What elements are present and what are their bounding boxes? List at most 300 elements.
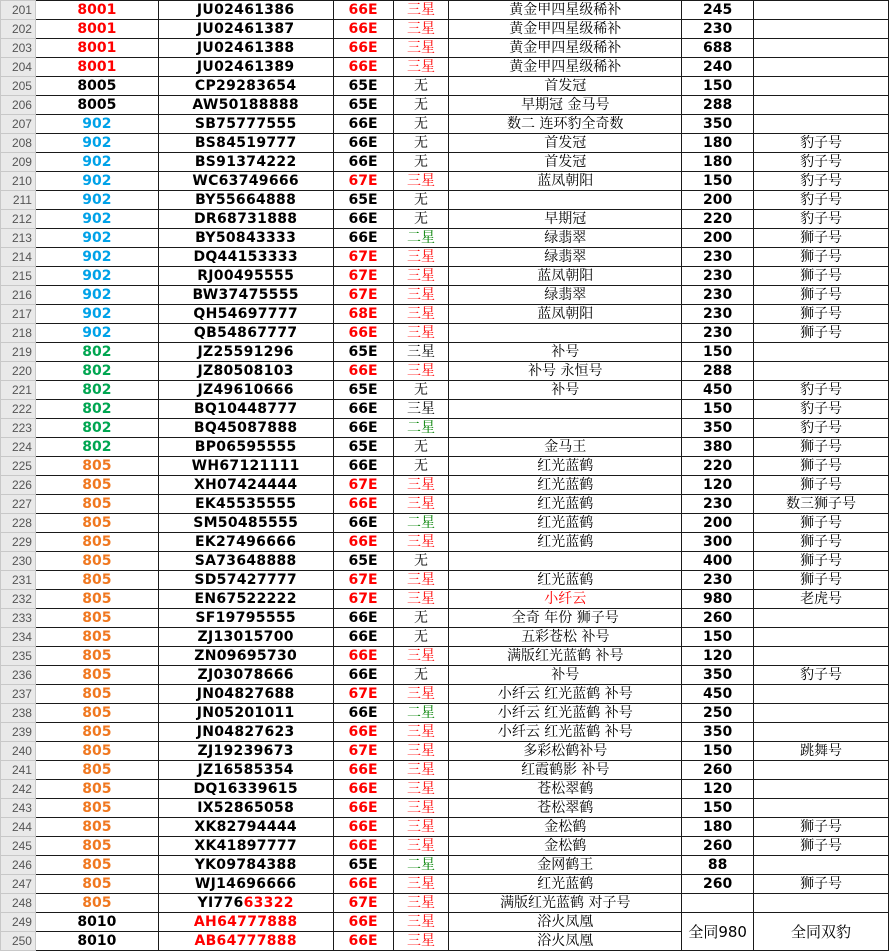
name-cell[interactable]: 黄金甲四星级稀补 [449,1,682,20]
code-cell[interactable]: 805 [35,476,158,495]
star-cell[interactable]: 三星 [393,286,449,305]
code-cell[interactable]: 805 [35,609,158,628]
serial-cell[interactable]: QH54697777 [158,305,333,324]
serial-cell[interactable]: EN67522222 [158,590,333,609]
star-cell[interactable]: 三星 [393,476,449,495]
tag-cell[interactable] [754,799,889,818]
star-cell[interactable]: 三星 [393,343,449,362]
tag-cell[interactable] [754,780,889,799]
name-cell[interactable]: 小纤云 [449,590,682,609]
code-cell[interactable]: 8001 [35,20,158,39]
version-cell[interactable]: 65E [333,96,393,115]
code-cell[interactable]: 8010 [35,913,158,932]
code-cell[interactable]: 902 [35,267,158,286]
price-cell[interactable]: 260 [682,761,754,780]
code-cell[interactable]: 902 [35,305,158,324]
tag-cell[interactable]: 豹子号 [754,191,889,210]
version-cell[interactable]: 66E [333,723,393,742]
name-cell[interactable]: 补号 [449,381,682,400]
price-cell[interactable]: 230 [682,20,754,39]
code-cell[interactable]: 805 [35,514,158,533]
version-cell[interactable]: 66E [333,1,393,20]
tag-cell[interactable]: 狮子号 [754,267,889,286]
serial-cell[interactable]: SB75777555 [158,115,333,134]
name-cell[interactable]: 五彩苍松 补号 [449,628,682,647]
tag-cell[interactable] [754,723,889,742]
tag-cell[interactable]: 豹子号 [754,210,889,229]
name-cell[interactable]: 绿翡翠 [449,229,682,248]
serial-cell[interactable]: SA73648888 [158,552,333,571]
price-cell[interactable]: 350 [682,419,754,438]
star-cell[interactable]: 无 [393,552,449,571]
serial-cell[interactable]: JZ80508103 [158,362,333,381]
name-cell[interactable]: 金马王 [449,438,682,457]
tag-cell[interactable]: 狮子号 [754,438,889,457]
code-cell[interactable]: 805 [35,685,158,704]
code-cell[interactable]: 805 [35,799,158,818]
star-cell[interactable]: 三星 [393,837,449,856]
price-cell[interactable]: 980 [682,590,754,609]
name-cell[interactable]: 黄金甲四星级稀补 [449,39,682,58]
code-cell[interactable]: 8010 [35,932,158,951]
serial-cell[interactable]: AB64777888 [158,932,333,951]
name-cell[interactable]: 满版红光蓝鹤 补号 [449,647,682,666]
version-cell[interactable]: 67E [333,172,393,191]
version-cell[interactable]: 66E [333,514,393,533]
star-cell[interactable]: 三星 [393,761,449,780]
star-cell[interactable]: 二星 [393,704,449,723]
tag-cell[interactable]: 豹子号 [754,134,889,153]
serial-cell[interactable]: EK27496666 [158,533,333,552]
price-cell[interactable]: 400 [682,552,754,571]
price-cell[interactable]: 150 [682,343,754,362]
version-cell[interactable]: 67E [333,267,393,286]
tag-cell[interactable] [754,1,889,20]
code-cell[interactable]: 805 [35,894,158,913]
version-cell[interactable]: 68E [333,305,393,324]
tag-cell[interactable] [754,704,889,723]
name-cell[interactable]: 浴火凤凰 [449,913,682,932]
name-cell[interactable]: 金松鹤 [449,818,682,837]
serial-cell[interactable]: JU02461386 [158,1,333,20]
serial-cell[interactable]: XK82794444 [158,818,333,837]
tag-cell[interactable]: 狮子号 [754,229,889,248]
price-cell[interactable]: 300 [682,533,754,552]
serial-cell[interactable]: WH67121111 [158,457,333,476]
version-cell[interactable]: 66E [333,419,393,438]
name-cell[interactable]: 红光蓝鹤 [449,495,682,514]
name-cell[interactable]: 首发冠 [449,153,682,172]
name-cell[interactable]: 小纤云 红光蓝鹤 补号 [449,704,682,723]
code-cell[interactable]: 805 [35,590,158,609]
serial-cell[interactable]: WJ14696666 [158,875,333,894]
serial-cell[interactable]: BW37475555 [158,286,333,305]
code-cell[interactable]: 802 [35,362,158,381]
version-cell[interactable]: 65E [333,552,393,571]
serial-cell[interactable]: JZ16585354 [158,761,333,780]
tag-cell[interactable] [754,647,889,666]
star-cell[interactable]: 三星 [393,590,449,609]
code-cell[interactable]: 805 [35,723,158,742]
version-cell[interactable]: 67E [333,286,393,305]
code-cell[interactable]: 902 [35,172,158,191]
tag-cell[interactable]: 数三狮子号 [754,495,889,514]
tag-cell[interactable]: 狮子号 [754,552,889,571]
version-cell[interactable]: 67E [333,476,393,495]
star-cell[interactable]: 二星 [393,419,449,438]
code-cell[interactable]: 802 [35,381,158,400]
price-cell[interactable]: 230 [682,286,754,305]
price-cell[interactable]: 220 [682,457,754,476]
code-cell[interactable]: 805 [35,875,158,894]
tag-cell[interactable]: 狮子号 [754,533,889,552]
code-cell[interactable]: 902 [35,248,158,267]
version-cell[interactable]: 66E [333,818,393,837]
version-cell[interactable]: 66E [333,457,393,476]
price-cell[interactable]: 150 [682,799,754,818]
star-cell[interactable]: 三星 [393,39,449,58]
price-cell[interactable]: 230 [682,305,754,324]
version-cell[interactable]: 67E [333,685,393,704]
name-cell[interactable]: 首发冠 [449,77,682,96]
price-cell[interactable]: 350 [682,115,754,134]
code-cell[interactable]: 805 [35,647,158,666]
name-cell[interactable]: 早期冠 金马号 [449,96,682,115]
code-cell[interactable]: 805 [35,780,158,799]
serial-cell[interactable]: ZJ13015700 [158,628,333,647]
star-cell[interactable]: 三星 [393,685,449,704]
code-cell[interactable]: 805 [35,761,158,780]
code-cell[interactable]: 802 [35,419,158,438]
price-cell[interactable]: 150 [682,400,754,419]
star-cell[interactable]: 三星 [393,647,449,666]
price-cell[interactable]: 250 [682,704,754,723]
code-cell[interactable]: 8005 [35,77,158,96]
star-cell[interactable]: 无 [393,438,449,457]
name-cell[interactable] [449,552,682,571]
tag-cell[interactable]: 豹子号 [754,666,889,685]
name-cell[interactable]: 多彩松鹤补号 [449,742,682,761]
code-cell[interactable]: 802 [35,400,158,419]
star-cell[interactable]: 三星 [393,742,449,761]
price-cell[interactable]: 120 [682,647,754,666]
tag-cell[interactable]: 狮子号 [754,286,889,305]
star-cell[interactable]: 三星 [393,818,449,837]
price-cell[interactable]: 230 [682,495,754,514]
serial-cell[interactable]: ZJ03078666 [158,666,333,685]
tag-cell[interactable]: 豹子号 [754,419,889,438]
version-cell[interactable]: 65E [333,191,393,210]
star-cell[interactable]: 二星 [393,514,449,533]
price-cell[interactable]: 350 [682,666,754,685]
serial-cell[interactable]: ZJ19239673 [158,742,333,761]
serial-cell[interactable]: XK41897777 [158,837,333,856]
name-cell[interactable]: 补号 永恒号 [449,362,682,381]
star-cell[interactable]: 三星 [393,362,449,381]
name-cell[interactable]: 黄金甲四星级稀补 [449,58,682,77]
star-cell[interactable]: 三星 [393,172,449,191]
serial-cell[interactable]: JU02461389 [158,58,333,77]
serial-cell[interactable]: EK45535555 [158,495,333,514]
name-cell[interactable]: 苍松翠鹤 [449,799,682,818]
price-cell[interactable]: 450 [682,381,754,400]
serial-cell[interactable] [158,894,333,913]
name-cell[interactable]: 红光蓝鹤 [449,514,682,533]
version-cell[interactable]: 67E [333,742,393,761]
price-cell[interactable]: 120 [682,476,754,495]
serial-cell[interactable]: QB54867777 [158,324,333,343]
version-cell[interactable]: 65E [333,381,393,400]
name-cell[interactable]: 补号 [449,666,682,685]
star-cell[interactable]: 三星 [393,58,449,77]
name-cell[interactable]: 红光蓝鹤 [449,533,682,552]
serial-cell[interactable]: JU02461387 [158,20,333,39]
serial-cell[interactable]: BQ45087888 [158,419,333,438]
star-cell[interactable]: 三星 [393,495,449,514]
version-cell[interactable]: 66E [333,837,393,856]
code-cell[interactable]: 902 [35,286,158,305]
name-cell[interactable]: 红光蓝鹤 [449,476,682,495]
price-cell[interactable]: 245 [682,1,754,20]
version-cell[interactable]: 66E [333,134,393,153]
star-cell[interactable]: 三星 [393,894,449,913]
name-cell[interactable] [449,400,682,419]
code-cell[interactable]: 802 [35,343,158,362]
version-cell[interactable]: 65E [333,438,393,457]
code-cell[interactable]: 8001 [35,39,158,58]
code-cell[interactable]: 902 [35,115,158,134]
version-cell[interactable]: 67E [333,894,393,913]
serial-cell[interactable]: DR68731888 [158,210,333,229]
version-cell[interactable]: 66E [333,495,393,514]
tag-cell[interactable]: 狮子号 [754,875,889,894]
version-cell[interactable]: 67E [333,571,393,590]
star-cell[interactable]: 三星 [393,932,449,951]
code-cell[interactable]: 805 [35,628,158,647]
price-cell[interactable]: 180 [682,153,754,172]
code-cell[interactable]: 805 [35,856,158,875]
serial-cell[interactable]: BY55664888 [158,191,333,210]
price-cell[interactable]: 688 [682,39,754,58]
tag-cell[interactable] [754,856,889,875]
name-cell[interactable] [449,419,682,438]
version-cell[interactable]: 66E [333,210,393,229]
name-cell[interactable]: 蓝凤朝阳 [449,267,682,286]
name-cell[interactable]: 黄金甲四星级稀补 [449,20,682,39]
tag-cell[interactable] [754,628,889,647]
star-cell[interactable]: 三星 [393,1,449,20]
version-cell[interactable]: 66E [333,932,393,951]
serial-cell[interactable]: DQ44153333 [158,248,333,267]
name-cell[interactable]: 红光蓝鹤 [449,571,682,590]
star-cell[interactable]: 无 [393,457,449,476]
tag-cell[interactable] [754,685,889,704]
serial-cell[interactable]: BS91374222 [158,153,333,172]
tag-cell[interactable]: 跳舞号 [754,742,889,761]
serial-cell[interactable]: JN04827623 [158,723,333,742]
version-cell[interactable]: 66E [333,628,393,647]
name-cell[interactable]: 红霞鹤影 补号 [449,761,682,780]
code-cell[interactable]: 802 [35,438,158,457]
star-cell[interactable]: 三星 [393,799,449,818]
serial-cell[interactable]: JN04827688 [158,685,333,704]
star-cell[interactable]: 三星 [393,723,449,742]
tag-cell[interactable] [754,96,889,115]
code-cell[interactable]: 805 [35,666,158,685]
code-cell[interactable]: 902 [35,191,158,210]
serial-cell[interactable]: XH07424444 [158,476,333,495]
price-cell[interactable]: 260 [682,609,754,628]
code-cell[interactable]: 902 [35,229,158,248]
price-cell[interactable]: 200 [682,191,754,210]
code-cell[interactable]: 902 [35,324,158,343]
tag-cell[interactable]: 豹子号 [754,400,889,419]
star-cell[interactable]: 三星 [393,248,449,267]
name-cell[interactable] [449,191,682,210]
code-cell[interactable]: 8001 [35,1,158,20]
code-cell[interactable]: 8005 [35,96,158,115]
price-cell[interactable]: 230 [682,324,754,343]
price-cell[interactable]: 150 [682,77,754,96]
star-cell[interactable]: 无 [393,609,449,628]
price-cell[interactable]: 230 [682,571,754,590]
price-cell[interactable]: 120 [682,780,754,799]
tag-cell[interactable] [754,20,889,39]
name-cell[interactable]: 金松鹤 [449,837,682,856]
version-cell[interactable]: 66E [333,39,393,58]
version-cell[interactable]: 66E [333,533,393,552]
price-cell[interactable]: 288 [682,96,754,115]
tag-cell[interactable] [754,58,889,77]
price-cell[interactable]: 220 [682,210,754,229]
serial-cell[interactable]: CP29283654 [158,77,333,96]
name-cell[interactable]: 数二 连环豹全奇数 [449,115,682,134]
code-cell[interactable]: 805 [35,533,158,552]
tag-cell[interactable]: 狮子号 [754,476,889,495]
price-cell[interactable]: 230 [682,267,754,286]
name-cell[interactable]: 金网鹤王 [449,856,682,875]
price-cell[interactable]: 260 [682,875,754,894]
code-cell[interactable]: 805 [35,742,158,761]
tag-cell[interactable] [754,362,889,381]
code-cell[interactable]: 805 [35,457,158,476]
serial-cell[interactable]: BY50843333 [158,229,333,248]
code-cell[interactable]: 805 [35,495,158,514]
serial-cell[interactable]: RJ00495555 [158,267,333,286]
price-cell[interactable]: 230 [682,248,754,267]
serial-cell[interactable]: IX52865058 [158,799,333,818]
price-cell[interactable]: 88 [682,856,754,875]
star-cell[interactable]: 无 [393,666,449,685]
serial-cell[interactable]: WC63749666 [158,172,333,191]
version-cell[interactable]: 65E [333,856,393,875]
version-cell[interactable]: 66E [333,115,393,134]
version-cell[interactable]: 66E [333,913,393,932]
price-cell[interactable]: 240 [682,58,754,77]
star-cell[interactable]: 无 [393,134,449,153]
star-cell[interactable]: 二星 [393,856,449,875]
name-cell[interactable]: 蓝凤朝阳 [449,305,682,324]
tag-cell[interactable] [754,894,889,913]
price-cell[interactable] [682,894,754,913]
price-cell[interactable]: 200 [682,229,754,248]
code-cell[interactable]: 902 [35,134,158,153]
serial-cell[interactable]: SD57427777 [158,571,333,590]
price-cell[interactable]: 180 [682,134,754,153]
star-cell[interactable]: 三星 [393,875,449,894]
star-cell[interactable]: 三星 [393,400,449,419]
serial-cell[interactable]: ZN09695730 [158,647,333,666]
star-cell[interactable]: 三星 [393,20,449,39]
tag-cell[interactable]: 狮子号 [754,305,889,324]
serial-cell[interactable]: JZ25591296 [158,343,333,362]
star-cell[interactable]: 三星 [393,324,449,343]
price-cell[interactable]: 全同980 [682,913,754,951]
price-cell[interactable]: 380 [682,438,754,457]
name-cell[interactable]: 红光蓝鹤 [449,875,682,894]
star-cell[interactable]: 三星 [393,305,449,324]
name-cell[interactable]: 蓝凤朝阳 [449,172,682,191]
code-cell[interactable]: 805 [35,571,158,590]
version-cell[interactable]: 66E [333,647,393,666]
name-cell[interactable]: 小纤云 红光蓝鹤 补号 [449,685,682,704]
price-cell[interactable]: 150 [682,172,754,191]
version-cell[interactable]: 66E [333,58,393,77]
name-cell[interactable]: 补号 [449,343,682,362]
serial-cell[interactable]: BP06595555 [158,438,333,457]
tag-cell[interactable] [754,115,889,134]
name-cell[interactable]: 绿翡翠 [449,248,682,267]
version-cell[interactable]: 67E [333,590,393,609]
star-cell[interactable]: 无 [393,96,449,115]
price-cell[interactable]: 150 [682,628,754,647]
star-cell[interactable]: 无 [393,191,449,210]
tag-cell[interactable]: 全同双豹 [754,913,889,951]
name-cell[interactable]: 满版红光蓝鹤 对子号 [449,894,682,913]
star-cell[interactable]: 三星 [393,913,449,932]
star-cell[interactable]: 三星 [393,780,449,799]
tag-cell[interactable]: 狮子号 [754,571,889,590]
code-cell[interactable]: 805 [35,837,158,856]
serial-cell[interactable]: DQ16339615 [158,780,333,799]
price-cell[interactable]: 288 [682,362,754,381]
star-cell[interactable]: 无 [393,77,449,96]
tag-cell[interactable]: 豹子号 [754,172,889,191]
version-cell[interactable]: 66E [333,609,393,628]
version-cell[interactable]: 66E [333,875,393,894]
price-cell[interactable]: 150 [682,742,754,761]
version-cell[interactable]: 66E [333,780,393,799]
tag-cell[interactable] [754,39,889,58]
serial-cell[interactable]: SM50485555 [158,514,333,533]
name-cell[interactable]: 苍松翠鹤 [449,780,682,799]
tag-cell[interactable]: 狮子号 [754,248,889,267]
version-cell[interactable]: 67E [333,248,393,267]
code-cell[interactable]: 902 [35,210,158,229]
tag-cell[interactable] [754,761,889,780]
name-cell[interactable]: 全奇 年份 狮子号 [449,609,682,628]
tag-cell[interactable]: 狮子号 [754,837,889,856]
name-cell[interactable]: 小纤云 红光蓝鹤 补号 [449,723,682,742]
tag-cell[interactable] [754,609,889,628]
star-cell[interactable]: 无 [393,628,449,647]
name-cell[interactable] [449,324,682,343]
version-cell[interactable]: 66E [333,704,393,723]
name-cell[interactable]: 浴火凤凰 [449,932,682,951]
version-cell[interactable]: 66E [333,229,393,248]
code-cell[interactable]: 8001 [35,58,158,77]
serial-cell[interactable]: JN05201011 [158,704,333,723]
